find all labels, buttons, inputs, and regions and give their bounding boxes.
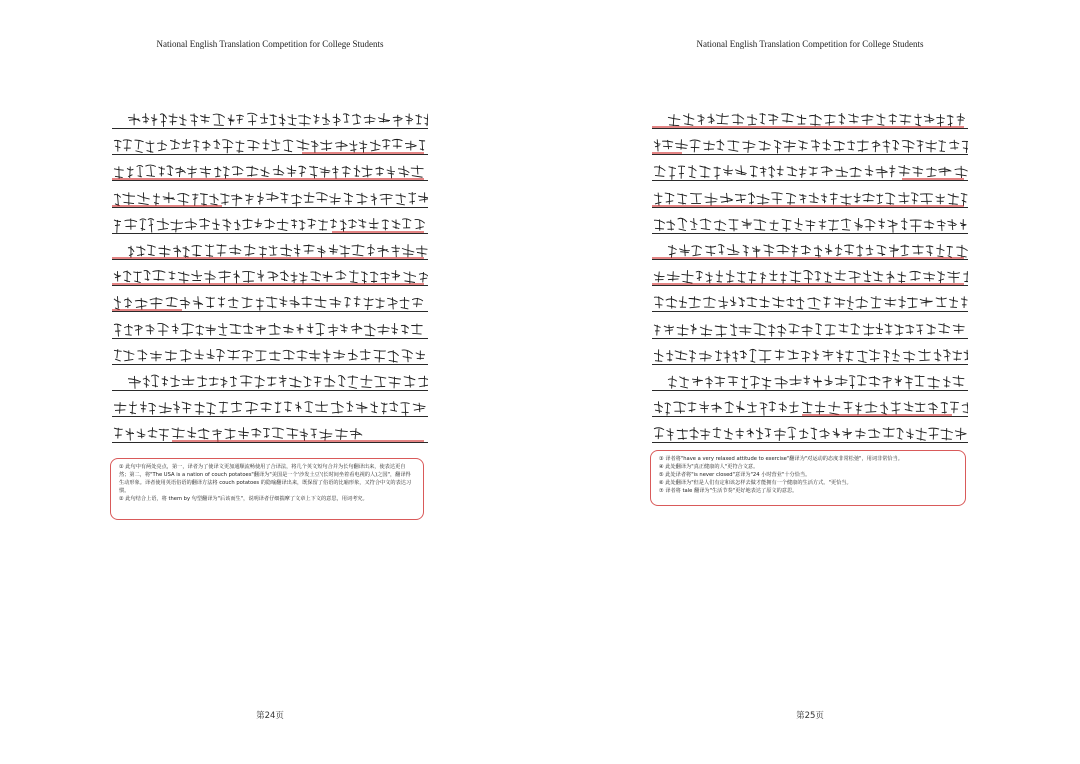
annotation-note: ② 此句结合上语，将 them by 句型翻译为"后该而生"，说明译者仔细揣摩了文章上下文的意思，用词考究。 — [119, 496, 368, 502]
handwriting-scribble — [112, 162, 428, 180]
annotation-note: ⑥ 此处翻译为"但是人们有定和该怎样去做才能拥有一个健康的生活方式。"更恰当。 — [659, 480, 852, 486]
handwritten-line — [652, 344, 968, 365]
handwriting-scribble — [652, 162, 968, 180]
annotation-box — [650, 450, 966, 506]
annotation-note: ① 此句中有两处亮点，第一，译者为了使译文更加通顺流畅使用了合译法，将几个英文短句合并为长句翻译出来，使表达更自然；第二，将"The USA is a nation of couch potatoes"翻译为"美国是一个'沙发土豆'(长时间坐着看电视的人)之国"，翻译得生动形象。译者使用英语俗语的翻译方法将 couch potatoes 的隐喻翻译出来，既保留了俗语的比喻形象，又符合中文的表达习惯。 — [119, 464, 412, 494]
handwritten-line — [112, 422, 428, 443]
handwriting-scribble — [652, 424, 968, 442]
annotation-note: ③ 译者将"have a very relaxed attitude to exercise"翻译为"对运动的态度非常松弛"，用词非常恰当。 — [659, 456, 903, 462]
handwriting-scribble — [652, 320, 968, 338]
handwriting-scribble — [112, 136, 428, 154]
handwritten-essay — [112, 108, 428, 448]
annotation-note: ⑤ 此处译者将"is never closed"意译为"24 小时营业"十分恰当。 — [659, 472, 811, 478]
handwritten-line — [652, 187, 968, 208]
page-number: 第24页 — [256, 711, 284, 721]
right-page — [540, 0, 1080, 764]
handwriting-scribble — [652, 241, 968, 259]
handwritten-line — [652, 213, 968, 234]
handwritten-line — [652, 396, 968, 417]
handwritten-line — [112, 187, 428, 208]
handwritten-essay — [652, 108, 968, 448]
page-header: National English Translation Competition for College Students — [696, 39, 924, 49]
handwriting-scribble — [652, 267, 968, 285]
handwriting-scribble — [652, 372, 968, 390]
handwriting-scribble — [652, 398, 968, 416]
annotation-note: ④ 此处翻译为"真正健康的人"更符合文意。 — [659, 464, 759, 470]
handwriting-scribble — [112, 241, 428, 259]
handwriting-scribble — [652, 293, 968, 311]
handwriting-scribble — [112, 293, 428, 311]
handwritten-line — [112, 291, 428, 312]
handwriting-scribble — [652, 136, 968, 154]
handwritten-line — [652, 318, 968, 339]
page-header: National English Translation Competition for College Students — [156, 39, 384, 49]
handwriting-scribble — [112, 320, 428, 338]
annotation-box — [110, 458, 424, 520]
handwritten-line — [652, 108, 968, 129]
handwritten-line — [652, 134, 968, 155]
handwritten-line — [112, 318, 428, 339]
handwriting-scribble — [652, 346, 968, 364]
handwritten-line — [112, 160, 428, 181]
handwriting-scribble — [652, 189, 968, 207]
handwritten-line — [112, 344, 428, 365]
handwriting-scribble — [112, 267, 428, 285]
handwritten-line — [112, 108, 428, 129]
handwritten-line — [112, 213, 428, 234]
handwritten-line — [652, 160, 968, 181]
handwritten-line — [112, 134, 428, 155]
handwriting-scribble — [112, 110, 428, 128]
handwritten-line — [112, 396, 428, 417]
handwritten-line — [652, 265, 968, 286]
handwritten-line — [652, 239, 968, 260]
handwriting-scribble — [112, 372, 428, 390]
handwritten-line — [652, 291, 968, 312]
page-number: 第25页 — [796, 711, 824, 721]
handwritten-line — [112, 370, 428, 391]
handwriting-scribble — [112, 215, 428, 233]
annotation-note: ⑦ 译者将 tale 翻译为"生活节奏"更好地表达了原文的意思。 — [659, 488, 798, 494]
handwriting-scribble — [652, 110, 968, 128]
handwritten-line — [652, 370, 968, 391]
handwriting-scribble — [112, 398, 428, 416]
handwriting-scribble — [112, 189, 428, 207]
handwriting-scribble — [652, 215, 968, 233]
handwritten-line — [112, 265, 428, 286]
handwriting-scribble — [112, 424, 428, 442]
handwriting-scribble — [112, 346, 428, 364]
handwritten-line — [112, 239, 428, 260]
handwritten-line — [652, 422, 968, 443]
